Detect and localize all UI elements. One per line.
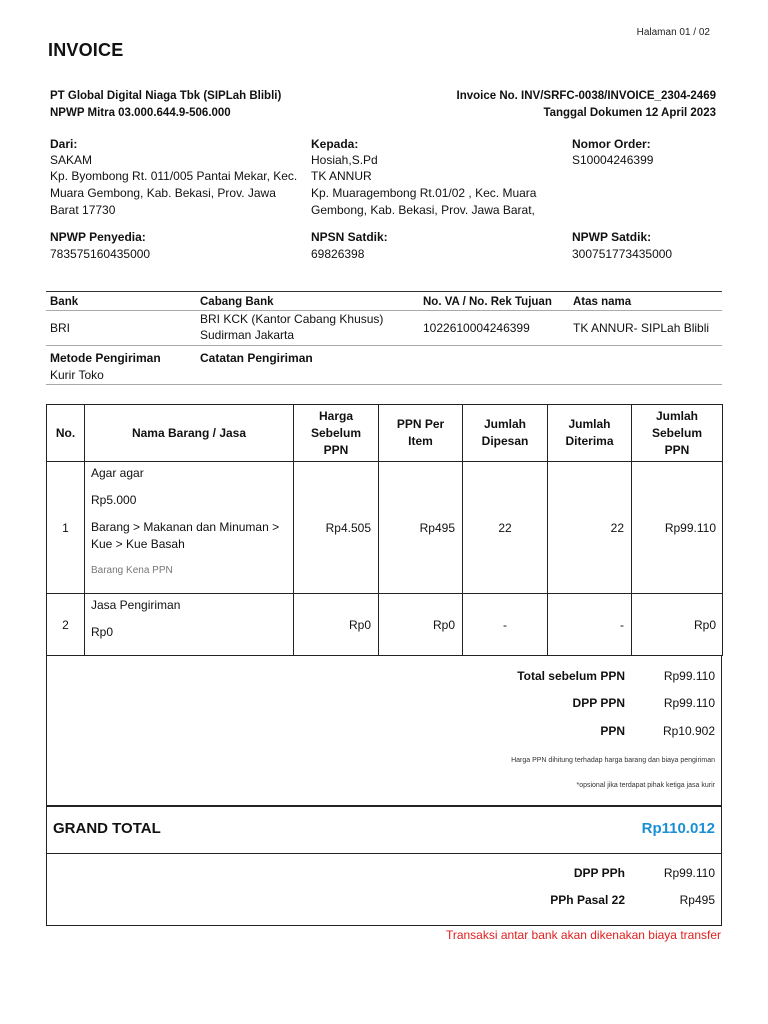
col-header-total: Jumlah Sebelum PPN xyxy=(632,405,723,462)
divider xyxy=(46,384,722,385)
row-price-before-ppn: Rp0 xyxy=(294,594,379,656)
item-category: Kue > Kue Basah xyxy=(91,537,185,551)
transfer-fee-warning: Transaksi antar bank akan dikenakan biaya transfer xyxy=(445,928,721,942)
row-price-before-ppn: Rp4.505 xyxy=(294,462,379,594)
from-address-line: Kp. Byombong Rt. 011/005 Pantai Mekar, Kec. xyxy=(50,169,298,183)
npwp-school-value: 300751773435000 xyxy=(572,247,673,261)
row-received: - xyxy=(548,594,632,656)
row-no: 2 xyxy=(47,594,85,656)
pph22-label: PPh Pasal 22 xyxy=(550,893,625,907)
row-ppn-per-item: Rp495 xyxy=(379,462,463,594)
to-label: Kepada: xyxy=(311,137,359,151)
divider xyxy=(46,345,722,346)
row-item-details xyxy=(85,594,294,656)
order-number: S10004246399 xyxy=(572,153,654,167)
col-header-ppn: PPN Per Item xyxy=(379,405,463,462)
from-address-line: Muara Gembong, Kab. Bekasi, Prov. Jawa xyxy=(50,186,276,200)
account-label: No. VA / No. Rek Tujuan xyxy=(423,296,552,308)
npsn-value: 69826398 xyxy=(311,247,365,261)
col-header-no: No. xyxy=(47,405,85,462)
seller-npwp: NPWP Mitra 03.000.644.9-506.000 xyxy=(50,107,231,119)
row-item-details xyxy=(85,462,294,594)
grand-total-label: GRAND TOTAL xyxy=(53,820,161,837)
account-value: 1022610004246399 xyxy=(423,321,530,335)
item-category: Barang > Makanan dan Minuman > xyxy=(91,520,280,534)
table-row xyxy=(47,462,723,594)
total-before-ppn-value: Rp99.110 xyxy=(663,669,715,683)
from-address-line: Barat 17730 xyxy=(50,203,116,217)
from-label: Dari: xyxy=(50,137,78,151)
courier-note: *opsional jika terdapat pihak ketiga jasa kurir xyxy=(576,782,715,789)
col-header-ordered: Jumlah Dipesan xyxy=(463,405,548,462)
branch-value-line: Sudirman Jakarta xyxy=(200,328,295,342)
npwp-provider-value: 783575160435000 xyxy=(50,247,151,261)
invoice-title: INVOICE xyxy=(48,40,124,60)
pph22-value: Rp495 xyxy=(679,893,715,907)
bank-label: Bank xyxy=(50,296,79,308)
shipping-note-label: Catatan Pengiriman xyxy=(200,351,313,365)
branch-value-line: BRI KCK (Kantor Cabang Khusus) xyxy=(200,312,384,326)
summary-box xyxy=(46,656,722,806)
col-header-name: Nama Barang / Jasa xyxy=(85,405,294,462)
row-ordered: - xyxy=(463,594,548,656)
from-name: SAKAM xyxy=(50,153,93,167)
to-person: Hosiah,S.Pd xyxy=(311,153,378,167)
table-row xyxy=(47,594,723,656)
pph-box xyxy=(46,854,722,926)
item-unit-price: Rp0 xyxy=(91,625,114,639)
ppn-label: PPN xyxy=(600,724,625,738)
page-number: Halaman 01 / 02 xyxy=(636,27,710,38)
shipping-method-value: Kurir Toko xyxy=(50,368,104,382)
item-tax-note: Barang Kena PPN xyxy=(91,565,173,576)
branch-label: Cabang Bank xyxy=(200,296,274,308)
ppn-note: Harga PPN dihitung terhadap harga barang dan biaya pengiriman xyxy=(511,757,715,764)
divider xyxy=(46,310,722,311)
grand-total-value: Rp110.012 xyxy=(641,820,715,837)
item-name: Agar agar xyxy=(91,466,144,480)
to-name: TK ANNUR xyxy=(311,169,372,183)
item-name: Jasa Pengiriman xyxy=(91,598,181,612)
npwp-school-label: NPWP Satdik: xyxy=(572,230,652,244)
items-table xyxy=(46,404,723,656)
row-no: 1 xyxy=(47,462,85,594)
dpp-pph-label: DPP PPh xyxy=(573,866,625,880)
shipping-method-label: Metode Pengiriman xyxy=(50,351,161,365)
row-total-before-ppn: Rp0 xyxy=(632,594,723,656)
to-address-line: Kp. Muaragembong Rt.01/02 , Kec. Muara xyxy=(311,186,537,200)
npwp-provider-label: NPWP Penyedia: xyxy=(50,230,146,244)
seller-name: PT Global Digital Niaga Tbk (SIPLah Blibli) xyxy=(50,90,282,102)
holder-label: Atas nama xyxy=(573,296,632,308)
invoice-date: Tanggal Dokumen 12 April 2023 xyxy=(543,107,716,119)
row-ordered: 22 xyxy=(463,462,548,594)
to-address-line: Gembong, Kab. Bekasi, Prov. Jawa Barat, xyxy=(311,203,535,217)
dpp-ppn-label: DPP PPN xyxy=(572,696,625,710)
grand-total-box xyxy=(46,806,722,854)
ppn-value: Rp10.902 xyxy=(662,724,715,738)
row-total-before-ppn: Rp99.110 xyxy=(632,462,723,594)
row-received: 22 xyxy=(548,462,632,594)
total-before-ppn-label: Total sebelum PPN xyxy=(517,669,625,683)
bank-value: BRI xyxy=(50,321,71,335)
table-header-row xyxy=(47,405,723,462)
item-unit-price: Rp5.000 xyxy=(91,493,137,507)
holder-value: TK ANNUR- SIPLah Blibli xyxy=(573,321,710,335)
npsn-label: NPSN Satdik: xyxy=(311,230,388,244)
dpp-ppn-value: Rp99.110 xyxy=(663,696,715,710)
order-label: Nomor Order: xyxy=(572,137,651,151)
dpp-pph-value: Rp99.110 xyxy=(663,866,715,880)
col-header-received: Jumlah Diterima xyxy=(548,405,632,462)
divider xyxy=(46,291,722,292)
invoice-number: Invoice No. INV/SRFC-0038/INVOICE_2304-2469 xyxy=(456,90,716,102)
col-header-price: Harga Sebelum PPN xyxy=(294,405,379,462)
row-ppn-per-item: Rp0 xyxy=(379,594,463,656)
